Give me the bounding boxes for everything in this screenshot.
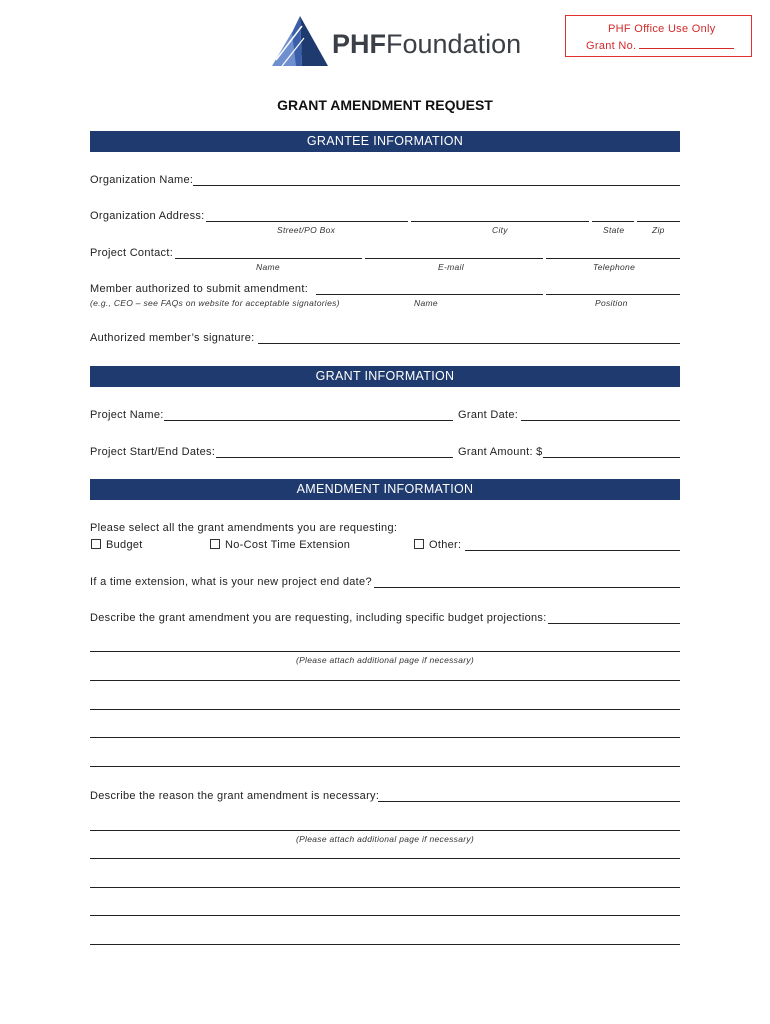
signature-field[interactable] (258, 343, 680, 344)
reason-field[interactable] (378, 801, 680, 802)
state-caption: State (603, 225, 625, 235)
checkbox-icon[interactable] (414, 539, 424, 549)
street-caption: Street/PO Box (277, 225, 336, 235)
city-field[interactable] (411, 221, 589, 222)
grantee-section-header: GRANTEE INFORMATION (90, 131, 680, 152)
triangle-logo-icon (272, 16, 328, 70)
zip-field[interactable] (637, 221, 680, 222)
no-cost-extension-checkbox[interactable]: No-Cost Time Extension (210, 539, 350, 551)
contact-telephone-caption: Telephone (593, 262, 636, 272)
grant-number-field[interactable]: Grant No. (586, 38, 734, 52)
logo-wordmark: PHFFoundation (332, 29, 522, 59)
attach-note-2: (Please attach additional page if necessary) (295, 834, 475, 844)
grant-amount-field[interactable] (543, 457, 680, 458)
amendment-prompt: Please select all the grant amendments you are requesting: (90, 522, 398, 534)
member-label: Member authorized to submit amendment: (90, 283, 309, 295)
project-dates-label: Project Start/End Dates: (90, 446, 216, 458)
office-use-box (565, 15, 752, 57)
city-caption: City (492, 225, 508, 235)
org-name-field[interactable] (193, 185, 680, 186)
describe-line[interactable] (90, 766, 680, 767)
extension-date-field[interactable] (374, 587, 680, 588)
grant-date-label: Grant Date: (458, 409, 519, 421)
contact-email-field[interactable] (365, 258, 543, 259)
budget-checkbox[interactable]: Budget (91, 539, 143, 551)
other-field[interactable] (465, 550, 680, 551)
office-use-label: PHF Office Use Only (608, 23, 716, 35)
member-position-field[interactable] (546, 294, 680, 295)
contact-email-caption: E-mail (438, 262, 464, 272)
amendment-section-header: AMENDMENT INFORMATION (90, 479, 680, 500)
project-name-field[interactable] (164, 420, 453, 421)
grant-section-header: GRANT INFORMATION (90, 366, 680, 387)
project-name-label: Project Name: (90, 409, 164, 421)
grant-amount-label: Grant Amount: $ (458, 446, 543, 458)
contact-name-caption: Name (256, 262, 280, 272)
contact-name-field[interactable] (175, 258, 362, 259)
member-hint: (e.g., CEO – see FAQs on website for acceptable signatories) (90, 298, 340, 308)
describe-label: Describe the grant amendment you are requesting, including specific budget projections: (90, 612, 547, 624)
grant-date-field[interactable] (521, 420, 680, 421)
describe-line[interactable] (90, 709, 680, 710)
member-name-caption: Name (414, 298, 438, 308)
describe-line[interactable] (90, 651, 680, 652)
page-title: GRANT AMENDMENT REQUEST (277, 97, 493, 113)
describe-field[interactable] (548, 623, 680, 624)
describe-line[interactable] (90, 680, 680, 681)
reason-line[interactable] (90, 858, 680, 859)
extension-label: If a time extension, what is your new project end date? (90, 576, 372, 588)
project-contact-label: Project Contact: (90, 247, 174, 259)
attach-note-1: (Please attach additional page if necessary) (295, 655, 475, 665)
reason-line[interactable] (90, 887, 680, 888)
signature-label: Authorized member’s signature: (90, 332, 255, 344)
member-name-field[interactable] (316, 294, 543, 295)
other-checkbox[interactable]: Other: (414, 539, 461, 551)
phf-logo (272, 16, 522, 70)
org-address-label: Organization Address: (90, 210, 205, 222)
checkbox-icon[interactable] (91, 539, 101, 549)
project-dates-field[interactable] (216, 457, 453, 458)
checkbox-icon[interactable] (210, 539, 220, 549)
org-name-label: Organization Name: (90, 174, 194, 186)
describe-line[interactable] (90, 737, 680, 738)
reason-line[interactable] (90, 944, 680, 945)
zip-caption: Zip (652, 225, 665, 235)
reason-line[interactable] (90, 830, 680, 831)
reason-label: Describe the reason the grant amendment is necessary: (90, 790, 380, 802)
street-field[interactable] (206, 221, 408, 222)
state-field[interactable] (592, 221, 634, 222)
member-position-caption: Position (595, 298, 628, 308)
reason-line[interactable] (90, 915, 680, 916)
contact-telephone-field[interactable] (546, 258, 680, 259)
